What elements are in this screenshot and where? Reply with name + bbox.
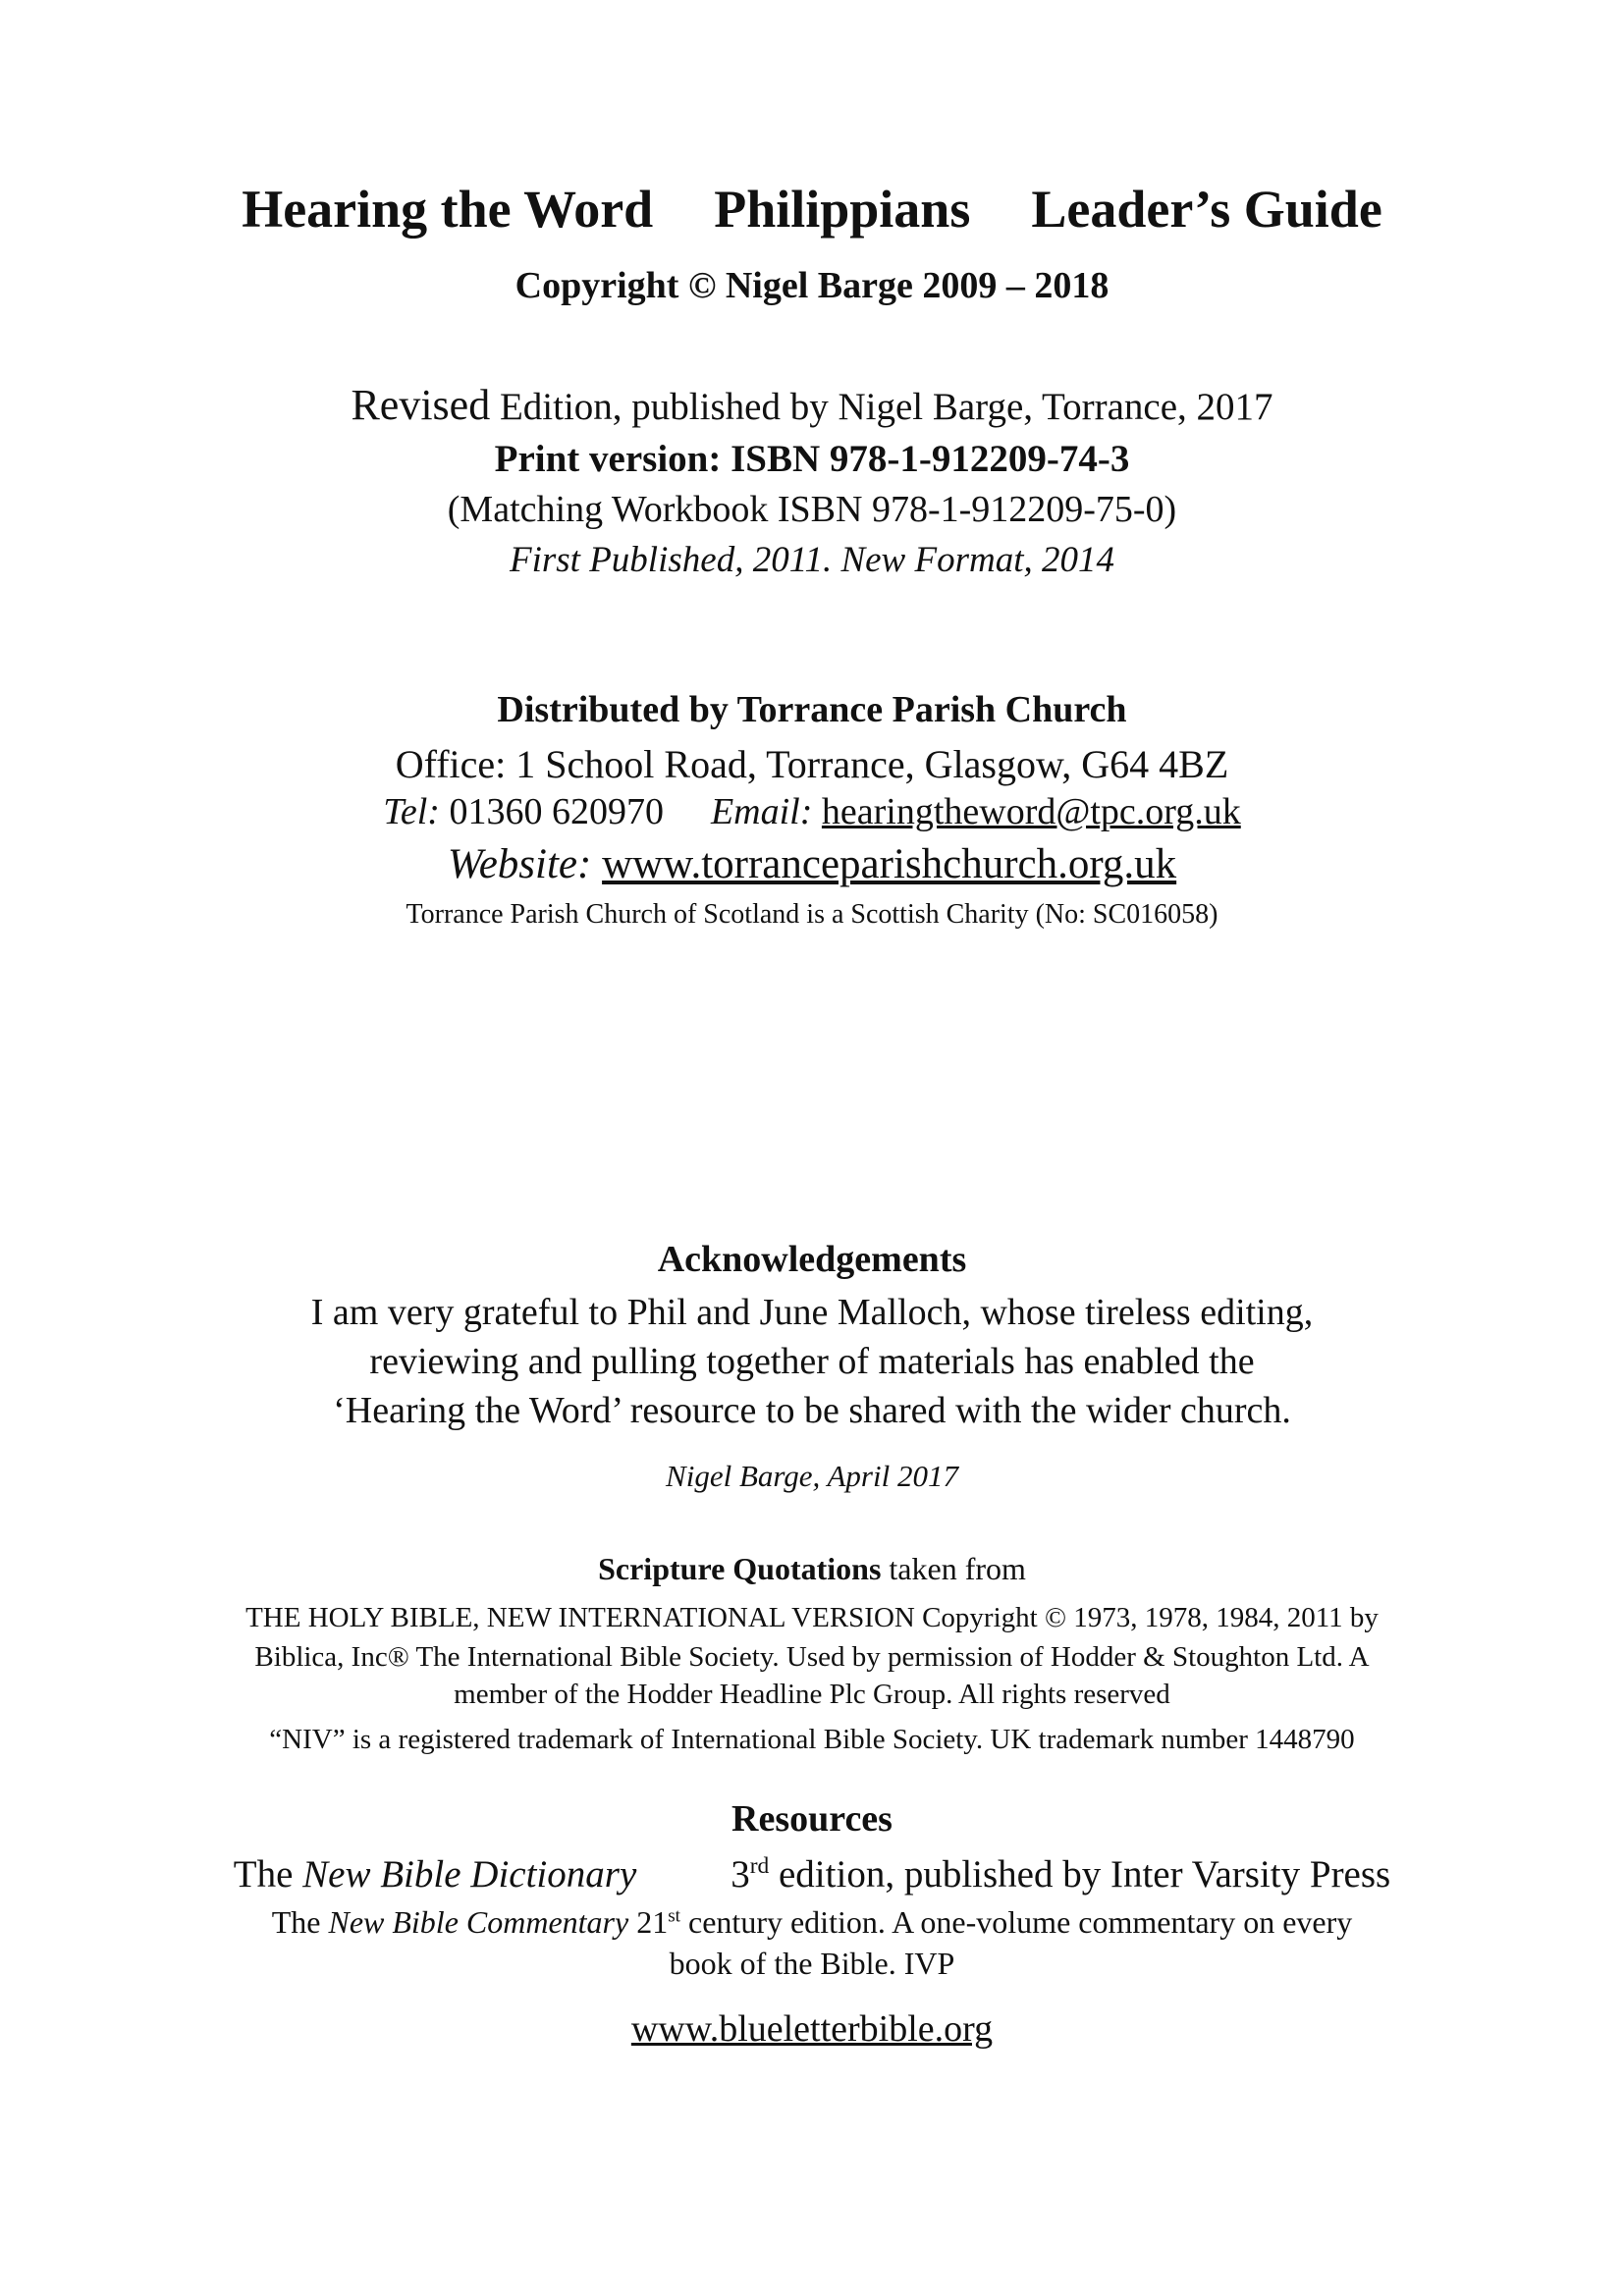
website-line: [0, 840, 1624, 888]
tel-value: 01360 620970: [439, 791, 664, 832]
office-address: Office: 1 School Road, Torrance, Glasgow, G64 4BZ: [395, 742, 1229, 786]
tel-label: Tel:: [383, 791, 440, 832]
first-published-line: First Published, 2011. New Format, 2014: [510, 540, 1114, 580]
blue-letter-bible-url[interactable]: www.blueletterbible.org: [630, 2008, 994, 2050]
workbook-isbn-line: (Matching Workbook ISBN 978-1-912209-75-0): [447, 489, 1177, 530]
resource-commentary-title: New Bible Commentary: [328, 1904, 629, 1940]
resource-commentary-rest: century edition. A one-volume commentary on every: [680, 1904, 1353, 1940]
charity-notice: Torrance Parish Church of Scotland is a Scottish Charity (No: SC016058): [406, 899, 1218, 930]
resource-dictionary-title: New Bible Dictionary: [302, 1853, 637, 1896]
website-label: Website:: [447, 841, 592, 887]
resource-commentary-pre: The: [271, 1904, 329, 1940]
acknowledgements-heading: Acknowledgements: [657, 1239, 967, 1280]
distribution-heading: Distributed by Torrance Parish Church: [497, 689, 1127, 730]
revised-word: Revised: [351, 381, 491, 429]
scripture-line-4: “NIV” is a registered trademark of International Bible Society. UK trademark number 1448790: [269, 1724, 1355, 1755]
scripture-line-1: THE HOLY BIBLE, NEW INTERNATIONAL VERSION Copyright © 1973, 1978, 1984, 2011 by: [245, 1602, 1379, 1633]
print-isbn-line: Print version: ISBN 978-1-912209-74-3: [494, 438, 1130, 480]
revised-edition-line: [0, 381, 1624, 431]
acknowledgements-line-1: I am very grateful to Phil and June Malloch, whose tireless editing,: [310, 1292, 1314, 1333]
title-book: Philippians: [714, 180, 971, 239]
blue-letter-bible-link: [0, 2008, 1624, 2052]
resource-commentary-sup: st: [668, 1905, 681, 1927]
title-guide-type: Leader’s Guide: [1031, 180, 1382, 239]
resource-dictionary-sup: rd: [749, 1853, 770, 1879]
document-title: [0, 179, 1624, 240]
copyright-line: Copyright © Nigel Barge 2009 – 2018: [514, 265, 1110, 306]
resource-dictionary: [0, 1853, 1624, 1897]
resource-dictionary-num: 3: [731, 1853, 750, 1896]
scripture-heading: [0, 1551, 1624, 1587]
website-link[interactable]: www.torranceparishchurch.org.uk: [602, 841, 1177, 887]
contact-line: [0, 791, 1624, 834]
acknowledgements-signature: Nigel Barge, April 2017: [666, 1459, 958, 1493]
email-link[interactable]: hearingtheword@tpc.org.uk: [821, 791, 1241, 832]
resource-commentary-num: 21: [628, 1904, 669, 1940]
resources-heading: Resources: [731, 1798, 893, 1840]
scripture-line-3: member of the Hodder Headline Plc Group. All rights reserved: [454, 1679, 1170, 1710]
scripture-heading-bold: Scripture Quotations: [598, 1551, 882, 1586]
scripture-line-2: Biblica, Inc® The International Bible Society. Used by permission of Hodder & Stoughton Ltd. A: [254, 1641, 1370, 1673]
resource-dictionary-rest: edition, published by Inter Varsity Press: [769, 1853, 1391, 1896]
resource-commentary-line-2: book of the Bible. IVP: [669, 1946, 955, 1981]
email-label: Email:: [710, 791, 813, 832]
resource-dictionary-pre: The: [233, 1853, 303, 1896]
resource-commentary: [0, 1904, 1624, 1941]
revised-rest: Edition, published by Nigel Barge, Torrance, 2017: [490, 386, 1273, 428]
scripture-heading-rest: taken from: [881, 1551, 1026, 1586]
title-series: Hearing the Word: [242, 180, 654, 239]
acknowledgements-line-2: reviewing and pulling together of materials has enabled the: [369, 1341, 1255, 1382]
acknowledgements-line-3: ‘Hearing the Word’ resource to be shared with the wider church.: [333, 1390, 1291, 1431]
